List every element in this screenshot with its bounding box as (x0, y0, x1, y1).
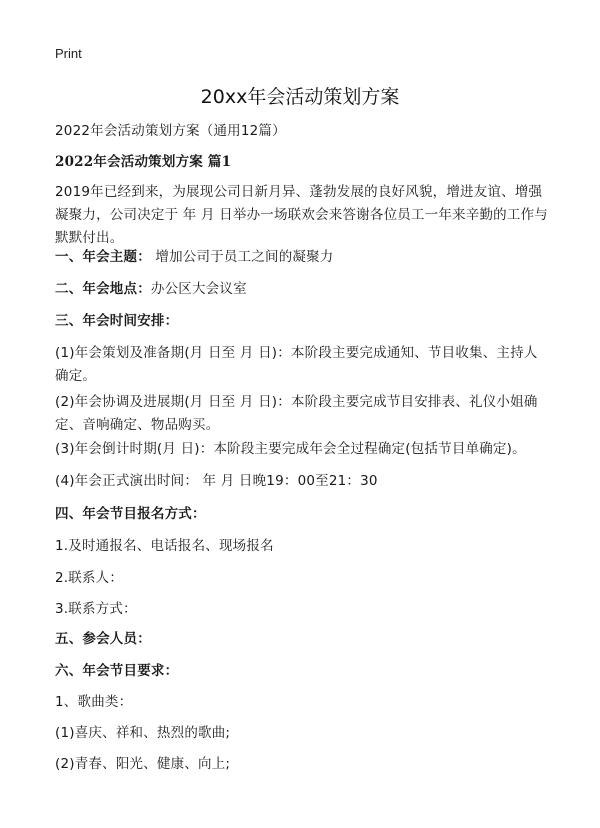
signup-item: 1.及时通报名、电话报名、现场报名 (55, 538, 274, 554)
item-location-value: 办公区大会议室 (150, 281, 247, 297)
item-theme (55, 246, 550, 269)
document-subtitle: 2022年会活动策划方案（通用12篇） (55, 123, 286, 139)
item-signup-label: 四、年会节目报名方式： (55, 506, 206, 522)
item-attendees-label: 五、参会人员： (55, 631, 151, 647)
document-title: 20xx年会活动策划方案 (200, 86, 400, 108)
schedule-item: (2)年会协调及进展期(月 日至 月 日)：本阶段主要完成节目安排表、礼仪小姐确定、音响确定、物品购买。 (55, 394, 538, 433)
schedule-item: (4)年会正式演出时间： 年 月 日晚19：00至21：30 (55, 473, 378, 489)
item-requirements-label: 六、年会节目要求： (55, 663, 179, 679)
schedule-item: (3)年会倒计时期(月 日)：本阶段主要完成年会全过程确定(包括节目单确定)。 (55, 441, 526, 457)
signup-item: 2.联系人： (55, 570, 124, 586)
requirement-item: 1、歌曲类： (55, 694, 133, 710)
intro-paragraph: 2019年已经到来，为展现公司日新月异、蓬勃发展的良好风貌，增进友谊、增强凝聚力，公司决定于 年 月 日举办一场联欢会来答谢各位员工一年来辛勤的工作与默默付出。 (55, 184, 548, 246)
schedule-item: (1)年会策划及准备期(月 日至 月 日)：本阶段主要完成通知、节目收集、主持人确定。 (55, 345, 538, 384)
requirement-item: (2)青春、阳光、健康、向上; (55, 756, 231, 772)
item-theme-value: 增加公司于员工之间的凝聚力 (155, 249, 334, 265)
print-link[interactable]: Print (55, 46, 82, 61)
item-location (55, 278, 550, 301)
section-heading: 2022年会活动策划方案 篇1 (55, 154, 232, 170)
item-schedule-label: 三、年会时间安排： (55, 313, 179, 329)
signup-item: 3.联系方式： (55, 601, 137, 617)
requirement-item: (1)喜庆、祥和、热烈的歌曲; (55, 725, 231, 741)
item-location-label: 二、年会地点： (55, 281, 151, 297)
item-theme-label: 一、年会主题： (55, 249, 151, 265)
